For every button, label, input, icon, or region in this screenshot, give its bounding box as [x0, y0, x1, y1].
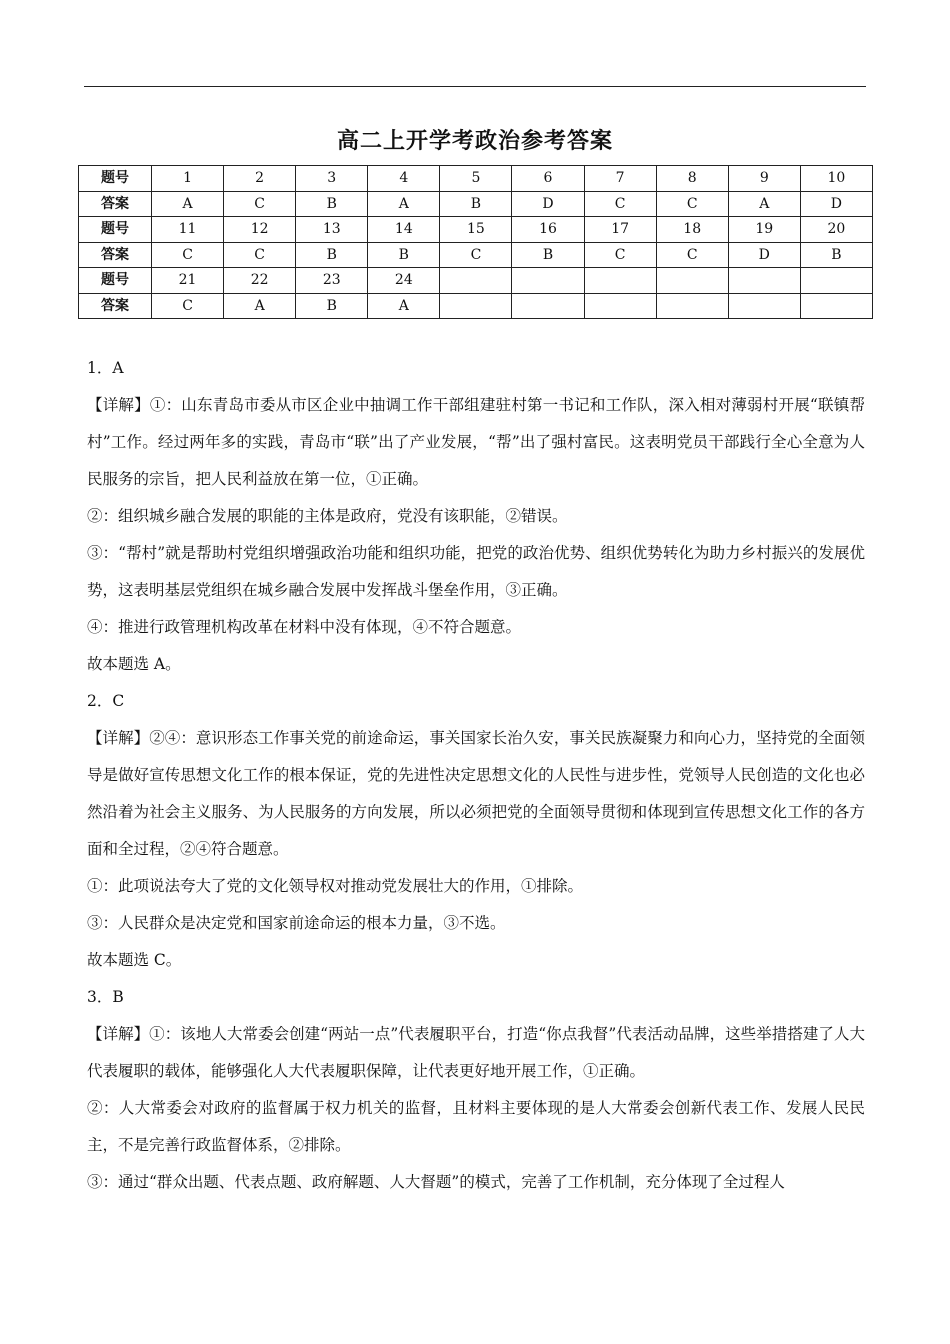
row-label: 答案 [79, 242, 152, 268]
table-cell [728, 293, 800, 319]
table-row [79, 293, 873, 319]
table-cell: B [368, 242, 440, 268]
table-cell: 19 [728, 217, 800, 243]
table-cell [800, 268, 872, 294]
paragraph: ③：通过“群众出题、代表点题、政府解题、人大督题”的模式，完善了工作机制，充分体现了全过程人 [87, 1173, 785, 1191]
table-row [79, 242, 873, 268]
table-cell: C [224, 191, 296, 217]
table-cell: 12 [224, 217, 296, 243]
table-cell: 11 [152, 217, 224, 243]
table-cell: B [440, 191, 512, 217]
table-cell: 7 [584, 166, 656, 192]
table-cell: 10 [800, 166, 872, 192]
table-cell: 14 [368, 217, 440, 243]
row-label: 题号 [79, 268, 152, 294]
row-label: 题号 [79, 217, 152, 243]
table-row [79, 268, 873, 294]
table-cell: C [440, 242, 512, 268]
paragraph: 【详解】①：山东青岛市委从市区企业中抽调工作干部组建驻村第一书记和工作队，深入相对薄弱村开展“联镇帮村”工作。经过两年多的实践，青岛市“联”出了产业发展，“帮”出了强村富民。这表明党员干部践行全心全意为人民服务的宗旨，把人民利益放在第一位，①正确。 [87, 396, 865, 488]
row-label: 答案 [79, 191, 152, 217]
table-cell: 20 [800, 217, 872, 243]
table-cell: B [296, 191, 368, 217]
table-cell [512, 293, 584, 319]
table-cell: 2 [224, 166, 296, 192]
table-cell: 8 [656, 166, 728, 192]
table-cell: 5 [440, 166, 512, 192]
row-label: 题号 [79, 166, 152, 192]
table-cell: 3 [296, 166, 368, 192]
table-cell: B [296, 293, 368, 319]
table-cell [728, 268, 800, 294]
table-row [79, 191, 873, 217]
paragraph: ④：推进行政管理机构改革在材料中没有体现，④不符合题意。 [87, 618, 522, 636]
table-cell: A [368, 293, 440, 319]
table-cell [800, 293, 872, 319]
table-cell: C [152, 242, 224, 268]
table-cell: D [800, 191, 872, 217]
table-cell [584, 268, 656, 294]
table-cell: 13 [296, 217, 368, 243]
paragraph: ②：人大常委会对政府的监督属于权力机关的监督，且材料主要体现的是人大常委会创新代表工作、发展人民民主，不是完善行政监督体系，②排除。 [87, 1099, 865, 1154]
table-cell: 1 [152, 166, 224, 192]
table-cell: B [800, 242, 872, 268]
table-cell: 22 [224, 268, 296, 294]
table-cell: 15 [440, 217, 512, 243]
table-cell: D [728, 242, 800, 268]
paragraph: ③：“帮村”就是帮助村党组织增强政治功能和组织功能，把党的政治优势、组织优势转化为助力乡村振兴的发展优势，这表明基层党组织在城乡融合发展中发挥战斗堡垒作用，③正确。 [87, 544, 865, 599]
table-cell: A [728, 191, 800, 217]
paragraph: ②：组织城乡融合发展的职能的主体是政府，党没有该职能，②错误。 [87, 507, 568, 525]
table-cell [656, 293, 728, 319]
paragraph: 故本题选 A。 [87, 655, 181, 673]
table-row [79, 166, 873, 192]
header-rule [84, 86, 866, 87]
table-cell: C [584, 191, 656, 217]
table-cell: 4 [368, 166, 440, 192]
table-cell: A [224, 293, 296, 319]
table-cell [512, 268, 584, 294]
table-cell: D [512, 191, 584, 217]
paragraph: 2．C [87, 692, 125, 710]
table-cell [584, 293, 656, 319]
paragraph: 故本题选 C。 [87, 951, 182, 969]
table-cell: A [152, 191, 224, 217]
table-cell: 16 [512, 217, 584, 243]
paragraph: 【详解】②④：意识形态工作事关党的前途命运，事关国家长治久安，事关民族凝聚力和向心力，坚持党的全面领导是做好宣传思想文化工作的根本保证，党的先进性决定思想文化的人民性与进步性，党领导人民创造的文化也必然沿着为社会主义服务、为人民服务的方向发展，所以必须把党的全面领导贯彻和体现到宣传思想文化工作的各方面和全过程，②④符合题意。 [87, 729, 865, 858]
table-cell: 17 [584, 217, 656, 243]
table-cell: 9 [728, 166, 800, 192]
table-cell: 24 [368, 268, 440, 294]
table-cell [656, 268, 728, 294]
answer-table [78, 165, 873, 319]
table-row [79, 217, 873, 243]
table-cell: B [512, 242, 584, 268]
table-cell: C [584, 242, 656, 268]
table-cell: C [656, 191, 728, 217]
table-cell: C [224, 242, 296, 268]
row-label: 答案 [79, 293, 152, 319]
table-cell: 18 [656, 217, 728, 243]
table-cell: B [296, 242, 368, 268]
table-cell: C [656, 242, 728, 268]
paragraph: 3．B [87, 988, 124, 1006]
table-cell [440, 268, 512, 294]
table-cell: A [368, 191, 440, 217]
paragraph: ①：此项说法夸大了党的文化领导权对推动党发展壮大的作用，①排除。 [87, 877, 584, 895]
explanations [87, 350, 865, 1201]
table-cell: C [152, 293, 224, 319]
page-title: 高二上开学考政治参考答案 [336, 129, 613, 154]
table-cell [440, 293, 512, 319]
table-cell: 6 [512, 166, 584, 192]
paragraph: 【详解】①：该地人大常委会创建“两站一点”代表履职平台，打造“你点我督”代表活动品牌，这些举措搭建了人大代表履职的载体，能够强化人大代表履职保障，让代表更好地开展工作，①正确。 [87, 1025, 865, 1080]
paragraph: 1．A [87, 359, 124, 377]
paragraph: ③：人民群众是决定党和国家前途命运的根本力量，③不选。 [87, 914, 506, 932]
table-cell: 21 [152, 268, 224, 294]
table-cell: 23 [296, 268, 368, 294]
